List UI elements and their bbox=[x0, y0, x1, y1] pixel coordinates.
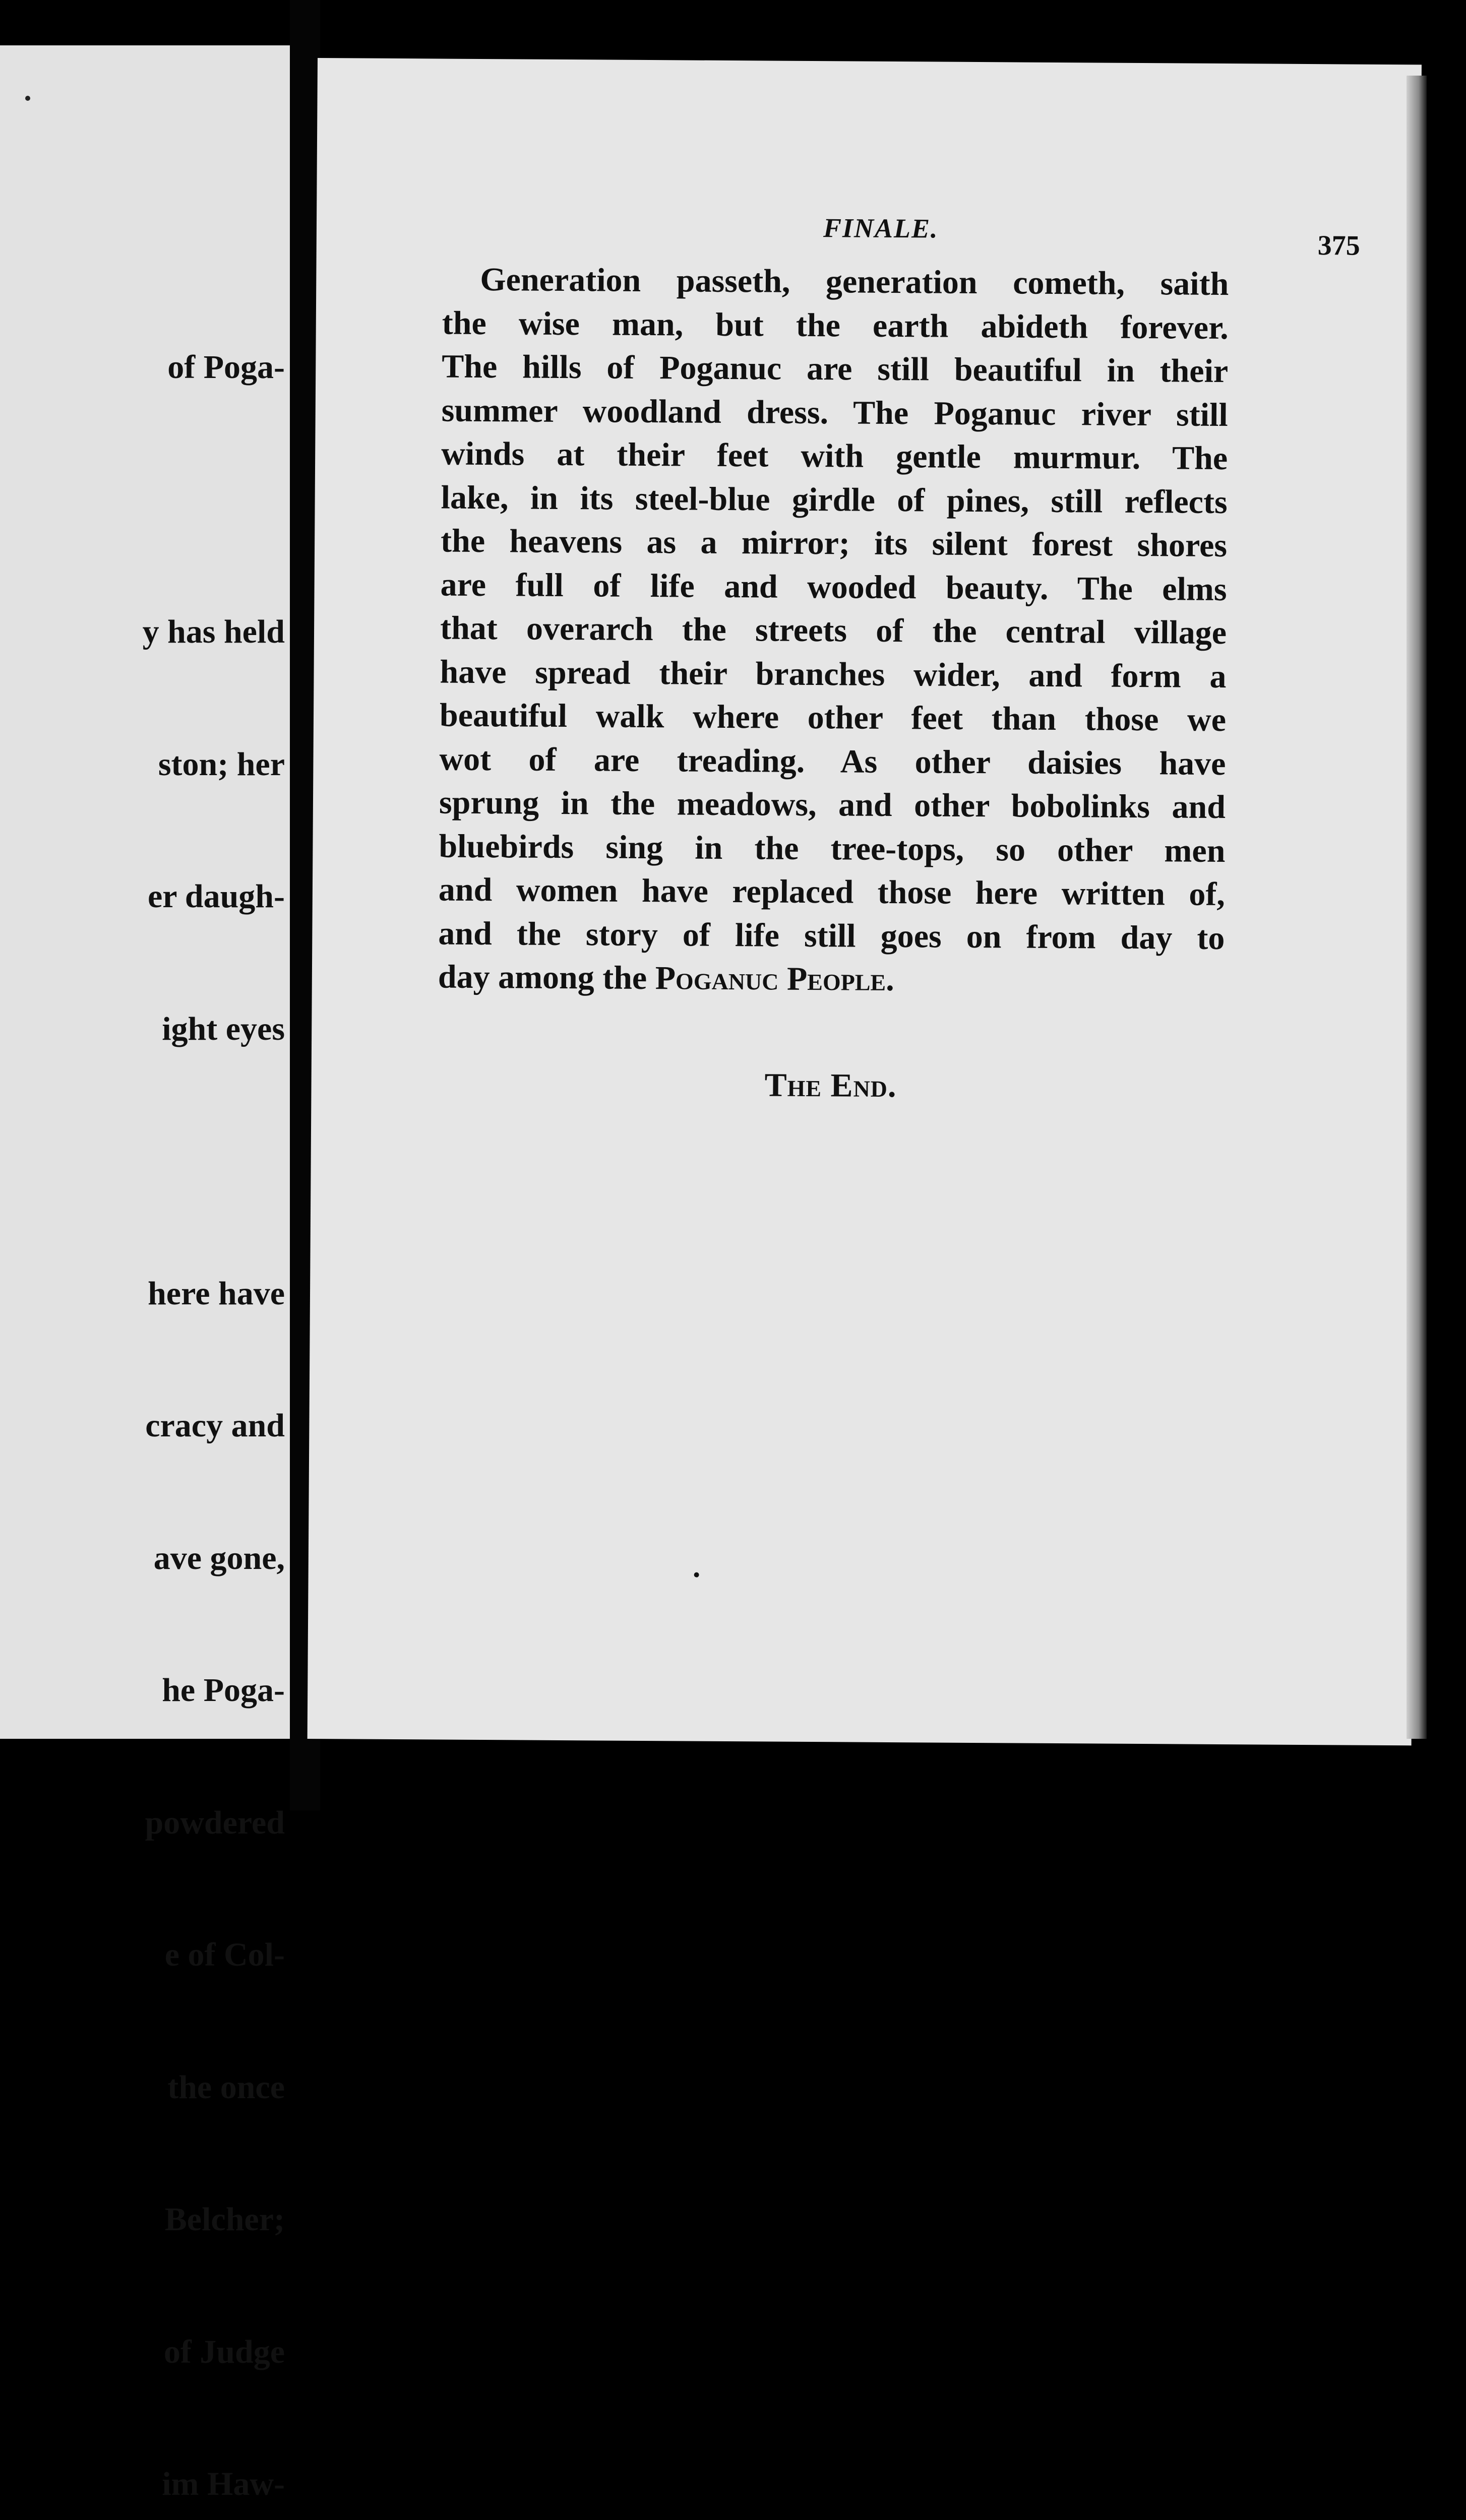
left-page-fragment bbox=[0, 45, 290, 2502]
text-line: the heavens as a mirror; its silent forest shores bbox=[440, 522, 1228, 564]
text-line: the wise man, but the earth abideth forever. bbox=[442, 304, 1229, 346]
book-title-smallcaps: Poganuc People. bbox=[655, 960, 894, 998]
left-line: of Judge bbox=[163, 2333, 285, 2370]
running-head: FINALE. bbox=[823, 213, 939, 244]
left-line: cracy and bbox=[145, 1407, 285, 1444]
left-line: y has held bbox=[142, 613, 285, 650]
the-end-heading: The End. bbox=[764, 1066, 897, 1105]
ink-speck bbox=[25, 96, 30, 101]
page-edge-shadow bbox=[1407, 76, 1427, 1739]
text-line: summer woodland dress. The Poganuc river still bbox=[441, 392, 1228, 433]
text-line: Generation passeth, generation cometh, saith bbox=[480, 261, 1229, 303]
text-line: sprung in the meadows, and other bobolinks and bbox=[439, 784, 1226, 826]
page-header bbox=[443, 210, 1361, 261]
left-line: powdered bbox=[145, 1804, 285, 1841]
text-line: and the story of life still goes on from day to bbox=[438, 914, 1225, 957]
text-line: have spread their branches wider, and form a bbox=[440, 653, 1227, 695]
text-line: and women have replaced those here written of, bbox=[438, 871, 1226, 913]
left-line: the once bbox=[167, 2068, 285, 2106]
text-line: bluebirds sing in the tree-tops, so other men bbox=[439, 827, 1226, 869]
text-line-final bbox=[438, 955, 1225, 1003]
text-line: lake, in its steel-blue girdle of pines, still reflects bbox=[441, 479, 1228, 521]
left-line: Belcher; bbox=[164, 2201, 285, 2238]
left-line: e of Col- bbox=[164, 1936, 285, 1973]
text-line: The hills of Poganuc are still beautiful in their bbox=[442, 348, 1229, 390]
left-line: ight eyes bbox=[162, 1010, 285, 1047]
text-line: beautiful walk where other feet than those we bbox=[439, 697, 1227, 739]
left-line bbox=[141, 1139, 285, 1183]
left-line: here have bbox=[148, 1275, 285, 1312]
page-number: 375 bbox=[1317, 230, 1360, 262]
ink-speck bbox=[694, 1572, 699, 1578]
left-page-text bbox=[141, 257, 285, 2520]
final-line-text: day among the bbox=[438, 958, 655, 997]
left-line: of Poga- bbox=[167, 349, 285, 386]
left-line: he Poga- bbox=[162, 1672, 285, 1709]
left-line: er daugh- bbox=[148, 878, 285, 915]
left-line: ston; her bbox=[158, 745, 285, 783]
left-line: ave gone, bbox=[153, 1539, 285, 1577]
text-line: winds at their feet with gentle murmur. The bbox=[441, 435, 1228, 477]
text-line: wot of are treading. As other daisies have bbox=[439, 740, 1226, 782]
left-line: im Haw- bbox=[162, 2466, 285, 2502]
right-page bbox=[308, 58, 1422, 1745]
body-paragraph bbox=[438, 258, 1229, 1004]
text-line: are full of life and wooded beauty. The elms bbox=[440, 566, 1227, 608]
text-line: that overarch the streets of the central village bbox=[440, 609, 1227, 652]
left-line bbox=[141, 478, 285, 522]
